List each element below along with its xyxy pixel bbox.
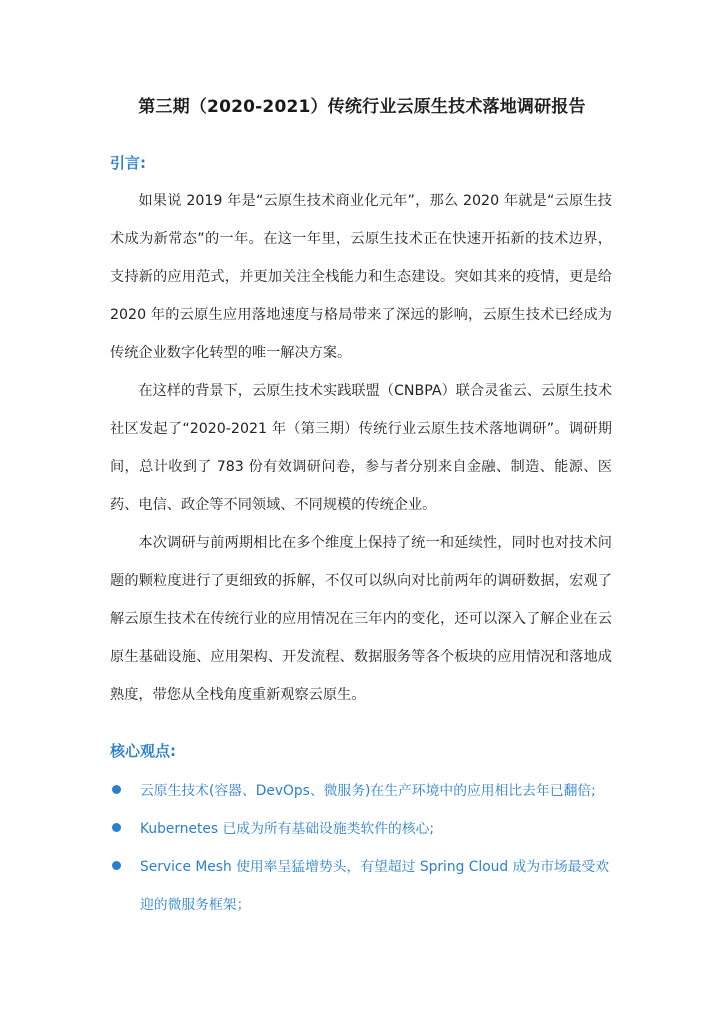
intro-paragraph-1: 如果说 2019 年是“云原生技术商业化元年”，那么 2020 年就是“云原生技术成为新常态”的一年。在这一年里，云原生技术正在快速开拓新的技术边界，支持新的应用范式，并更加关注全栈能力和生态建设。突如其来的疫情，更是给 2020 年的云原生应用落地速度与格局带来了深远的影响，云原生技术已经成为传统企业数字化转型的唯一解决方案。 [110, 193, 612, 362]
list-item [110, 810, 620, 848]
list-item-text: Kubernetes 已成为所有基础设施类软件的核心; [140, 821, 435, 837]
list-item-text: Service Mesh 使用率呈猛增势头，有望超过 Spring Cloud 成为市场最受欢迎的微服务框架； [140, 859, 610, 913]
intro-paragraph-2: 在这样的背景下，云原生技术实践联盟（CNBPA）联合灵雀云、云原生技术社区发起了“2020-2021 年（第三期）传统行业云原生技术落地调研”。调研期间，总计收到了 783 份有效调研问卷，参与者分别来自金融、制造、能源、医药、电信、政企等不同领域、不同规模的传统企业。 [110, 383, 612, 514]
intro-heading: 引言: [110, 154, 146, 172]
report-title: 第三期（2020-2021）传统行业云原生技术落地调研报告 [138, 97, 586, 117]
intro-paragraph-3: 本次调研与前两期相比在多个维度上保持了统一和延续性，同时也对技术问题的颗粒度进行了更细致的拆解，不仅可以纵向对比前两年的调研数据，宏观了解云原生技术在传统行业的应用情况在三年内的变化，还可以深入了解企业在云原生基础设施、应用架构、开发流程、数据服务等各个板块的应用情况和落地成熟度，带您从全栈角度重新观察云原生。 [110, 535, 612, 704]
core-points-list [110, 772, 620, 924]
bullet-dot-icon [112, 861, 121, 870]
list-item [110, 848, 620, 924]
bullet-dot-icon [112, 823, 121, 832]
list-item-text: 云原生技术(容器、DevOps、微服务)在生产环境中的应用相比去年已翻倍; [140, 783, 596, 799]
bullet-dot-icon [112, 785, 121, 794]
core-heading: 核心观点: [110, 742, 176, 760]
list-item [110, 772, 620, 810]
